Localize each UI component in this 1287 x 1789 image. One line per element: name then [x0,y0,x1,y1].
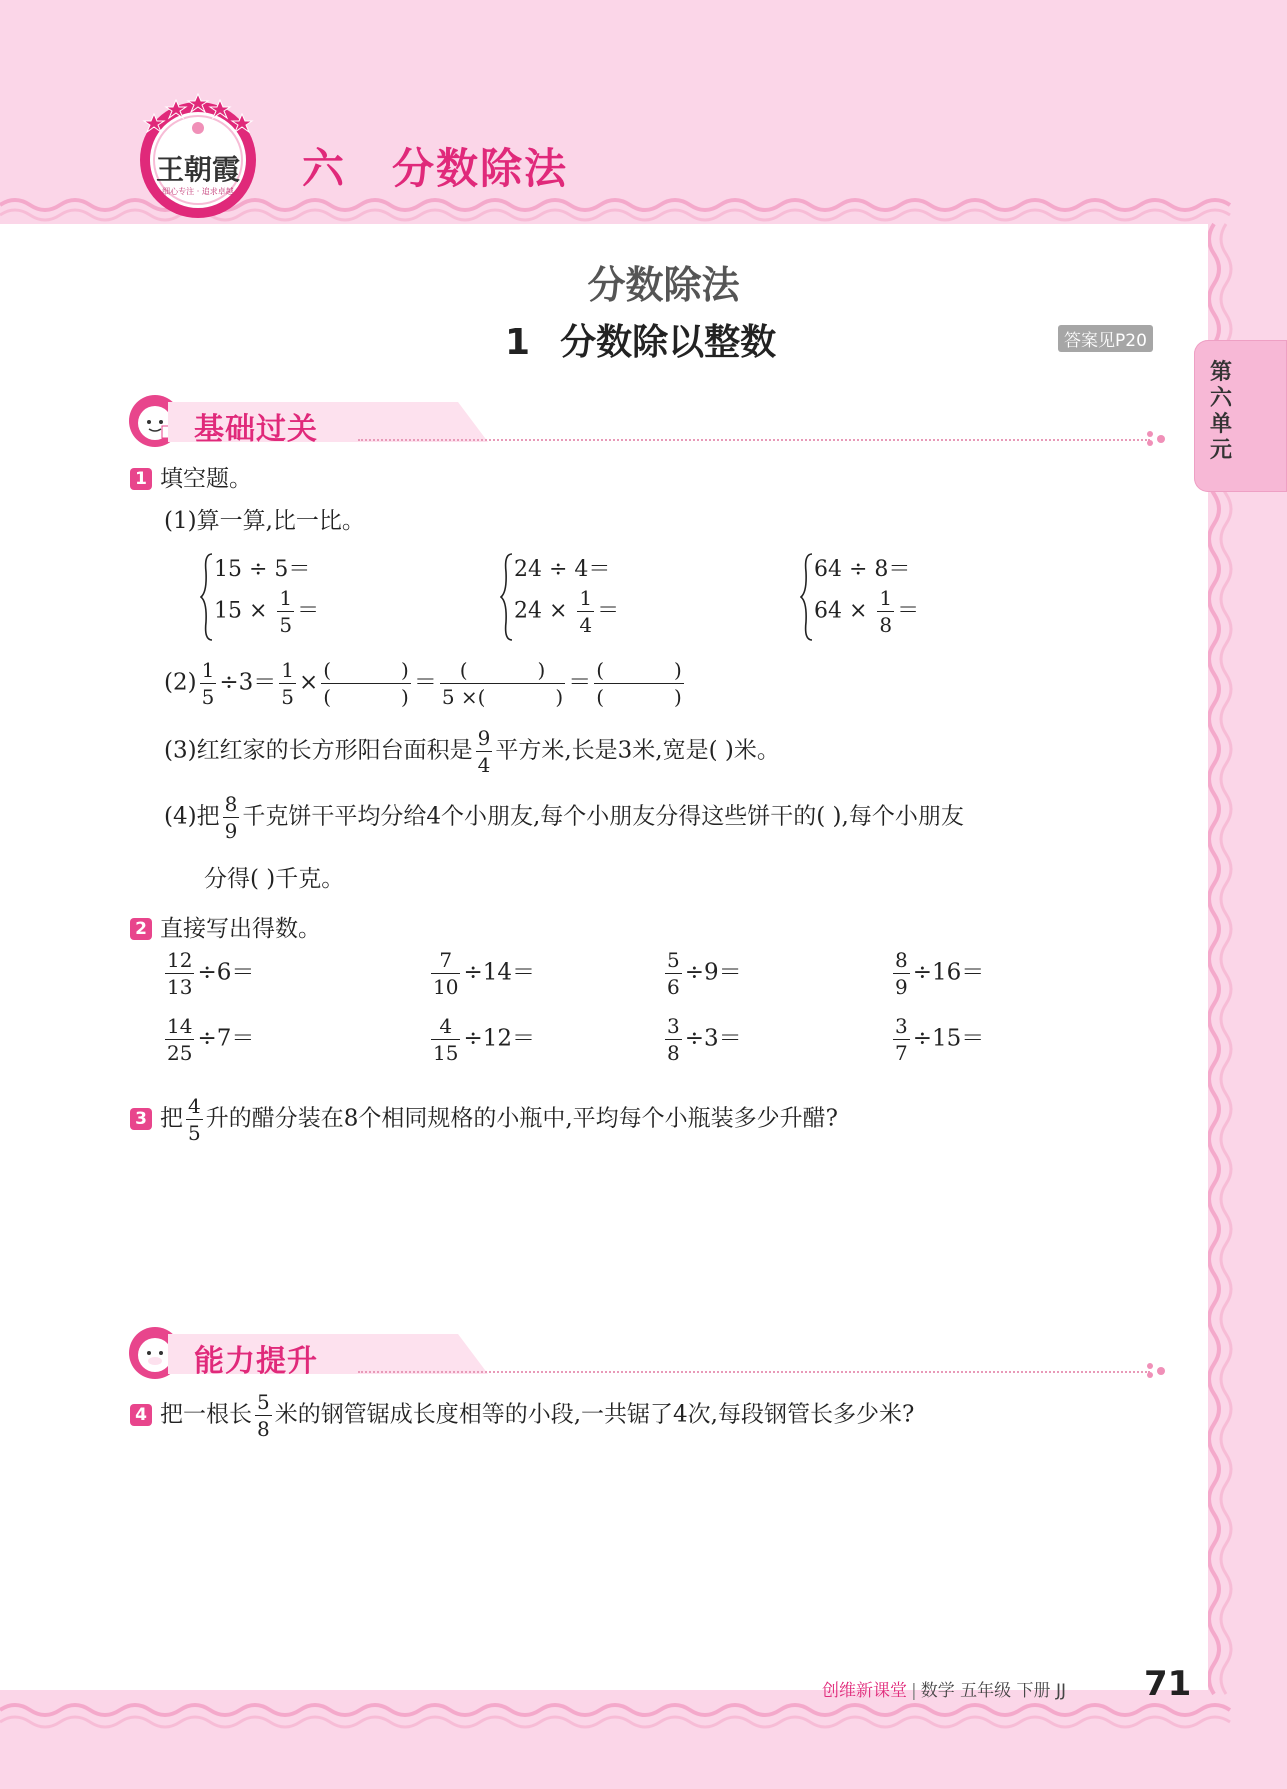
question-4: 4 把一根长 $\frac{5}{8}$ 米的钢管锯成长度相等的小段,一共锯了4次,每段钢管长多少米? [130,1392,914,1439]
question-number-badge: 3 [130,1108,152,1130]
page-number: 71 [1144,1664,1192,1704]
q1-part2: (2) $\frac{1}{5}$ ÷3＝ $\frac{1}{5}$ × $\frac{( )}{( )}$ ＝ $\frac{( )}{5 \times( )}$ ＝ $\frac{( )}{( )}$ [164,658,682,709]
lesson-subtitle [505,314,776,365]
fraction: $\frac{1}{5}$ [281,658,294,709]
unit-title [302,136,568,196]
question-1-title: 填空题。 [160,466,252,492]
fraction: $\frac{4}{5}$ [188,1094,201,1145]
section-divider [358,1371,1150,1373]
fraction: $\frac{5}{8}$ [257,1390,270,1441]
footer-separator: | [911,1681,917,1701]
question-2-title: 直接写出得数。 [160,916,321,942]
q2-item-6: $\frac{4}{15}$ ÷12＝ [433,1014,536,1065]
answer-fraction-blank[interactable]: $\frac{( )}{( )}$ [323,658,409,709]
fraction: $\frac{1}{4}$ [579,586,593,637]
q2-item-7: $\frac{3}{8}$ ÷3＝ [667,1014,742,1065]
fraction: $\frac{1}{5}$ [201,658,215,709]
fraction: $\frac{8}{9}$ [224,792,238,843]
lesson-subtitle-text: 分数除以整数 [560,322,777,363]
fraction: $\frac{9}{4}$ [477,726,491,777]
unit-side-tab-label: 第六单元 [1209,360,1232,463]
section-header-basic [128,394,1168,450]
dots-ornament-icon [1144,430,1168,448]
q2-item-8: $\frac{3}{7}$ ÷15＝ [895,1014,985,1065]
dots-ornament-icon [1144,1362,1168,1380]
unit-number: 六 [302,144,347,193]
page-footer [822,1676,1066,1701]
logo-subtitle: 细心专注 · 追求卓越 [162,187,234,196]
section-header-advanced [128,1326,1168,1382]
question-number-badge: 4 [130,1404,152,1426]
question-number-badge: 1 [130,468,152,490]
footer-info: 数学 五年级 下册 JJ [920,1681,1066,1701]
division-expression: 24 ÷ 4＝ [514,557,611,582]
lesson-title: 分数除法 [587,263,740,307]
q2-item-1: $\frac{12}{13}$ ÷6＝ [167,948,255,999]
answer-fraction-blank[interactable]: $\frac{( )}{( )}$ [596,658,682,709]
q2-item-3: $\frac{5}{6}$ ÷9＝ [667,948,742,999]
question-3: 3 把 $\frac{4}{5}$ 升的醋分装在8个相同规格的小瓶中,平均每个小瓶装多少升醋? [130,1096,838,1143]
q2-item-5: $\frac{14}{25}$ ÷7＝ [167,1014,255,1065]
answer-reference-badge: 答案见P20 [1058,325,1153,352]
q1-part2-label: (2) [164,669,197,696]
division-expression: 15 ÷ 5＝ [214,557,311,582]
multiplication-expression: 64 × $\frac{1}{8}$ ＝ [814,586,920,637]
question-number-badge: 2 [130,918,152,940]
footer-brand: 创维新课堂 [822,1681,907,1701]
brace-icon [800,552,814,642]
section-divider [358,439,1150,441]
q2-item-2: $\frac{7}{10}$ ÷14＝ [433,948,536,999]
logo-text: 王朝霞 [155,153,240,186]
fraction: $\frac{1}{5}$ [279,586,293,637]
multiplication-expression: 24 × $\frac{1}{4}$ ＝ [514,586,620,637]
multiplication-expression: 15 × $\frac{1}{5}$ ＝ [214,586,320,637]
brace-icon [500,552,514,642]
q1-part4: (4)把 $\frac{8}{9}$ 千克饼干平均分给4个小朋友,每个小朋友分得这些饼干的( ),每个小朋友 [164,792,964,843]
question-1-heading [130,460,252,493]
q1-part1-label: (1)算一算,比一比。 [164,508,365,534]
section-label-basic: 基础过关 [194,412,318,447]
answer-fraction-blank[interactable]: $\frac{( )}{5 \times( )}$ [441,658,564,709]
section-label-advanced: 能力提升 [194,1344,318,1379]
unit-name: 分数除法 [392,144,569,193]
brace-icon [200,552,214,642]
fraction: $\frac{1}{8}$ [879,586,893,637]
division-expression: 64 ÷ 8＝ [814,557,911,582]
q1-part4-line2: 分得( )千克。 [204,866,345,892]
question-2-heading [130,910,321,943]
q1-part3: (3)红红家的长方形阳台面积是 $\frac{9}{4}$ 平方米,长是3米,宽是( )米。 [164,726,780,777]
lesson-number: 1 [505,322,531,363]
q2-item-4: $\frac{8}{9}$ ÷16＝ [895,948,985,999]
